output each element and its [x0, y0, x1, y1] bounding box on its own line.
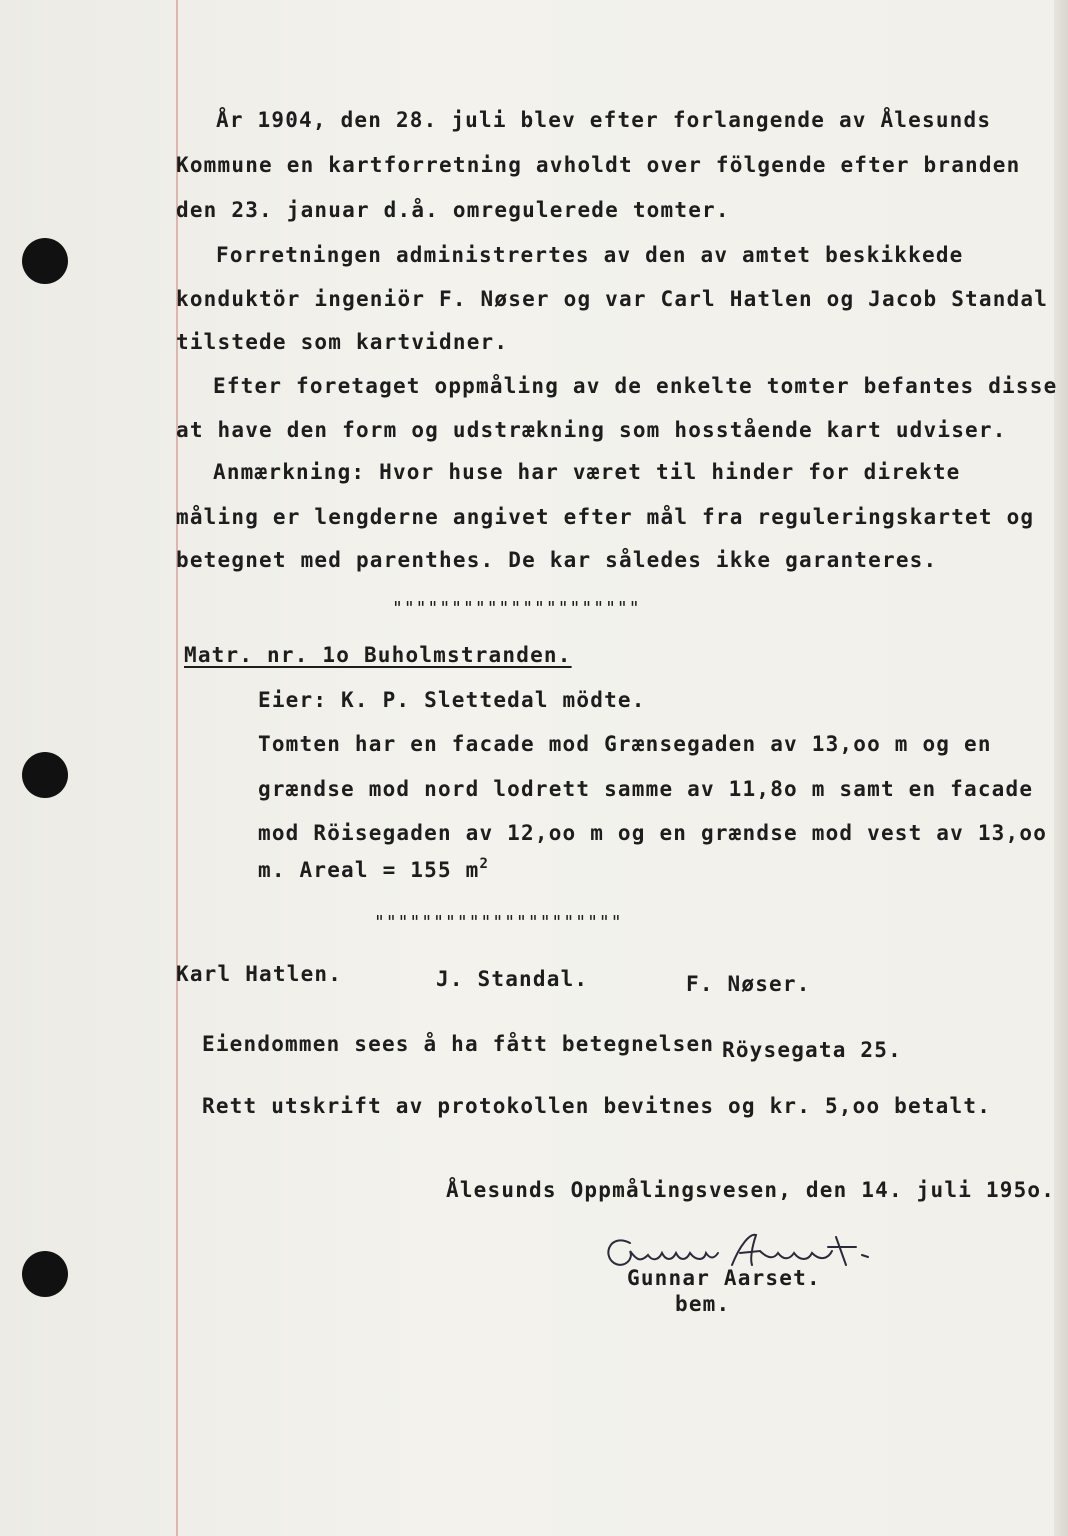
page-edge	[1054, 0, 1068, 1536]
punch-hole-bottom	[22, 1251, 68, 1297]
signatory-naeser: F. Nøser.	[686, 972, 811, 996]
separator-top: """""""""""""""""""""	[392, 598, 641, 619]
paragraph2-line3: tilstede som kartvidner.	[176, 330, 509, 354]
paragraph2-line1: Forretningen administrertes av den av amtet beskikkede	[216, 243, 964, 267]
place-date-line: Ålesunds Oppmålingsvesen, den 14. juli 195o.	[446, 1178, 1056, 1202]
paragraph3-line2: at have den form og udstrækning som hosstående kart udviser.	[176, 418, 1007, 442]
description-line2: grændse mod nord lodrett samme av 11,8o m samt en facade	[258, 777, 1034, 801]
owner-line: Eier: K. P. Slettedal mödte.	[258, 688, 646, 712]
paragraph1-line3: den 23. januar d.å. omregulerede tomter.	[176, 198, 730, 222]
separator-bottom: """""""""""""""""""""	[374, 912, 623, 933]
property-heading: Matr. nr. 1o Buholmstranden.	[184, 643, 572, 667]
area-text: m. Areal = 155 m	[258, 858, 480, 882]
paragraph1-line1: År 1904, den 28. juli blev efter forlangende av Ålesunds	[216, 108, 992, 132]
paragraph4-line1: Anmærkning: Hvor huse har været til hinder for direkte	[213, 460, 961, 484]
property-designation-text: Eiendommen sees å ha fått betegnelsen	[202, 1032, 715, 1056]
punch-hole-middle	[22, 752, 68, 798]
description-line3: mod Röisegaden av 12,oo m og en grændse mod vest av 13,oo	[258, 821, 1048, 845]
paragraph1-line2: Kommune en kartforretning avholdt over fölgende efter branden	[176, 153, 1021, 177]
certification-line: Rett utskrift av protokollen bevitnes og kr. 5,oo betalt.	[202, 1094, 992, 1118]
description-line1: Tomten har en facade mod Grænsegaden av 13,oo m og en	[258, 732, 992, 756]
area-line	[258, 856, 489, 882]
property-designation-name: Röysegata 25.	[722, 1038, 902, 1062]
margin-line	[176, 0, 178, 1536]
paragraph4-line2: måling er lengderne angivet efter mål fra reguleringskartet og	[176, 505, 1035, 529]
paragraph4-line3: betegnet med parenthes. De kar således ikke garanteres.	[176, 548, 938, 572]
signatory-hatlen: Karl Hatlen.	[176, 962, 343, 986]
punch-hole-top	[22, 238, 68, 284]
signatory-standal: J. Standal.	[436, 967, 589, 991]
signature-name: Gunnar Aarset.	[627, 1266, 821, 1290]
area-superscript: 2	[479, 856, 490, 872]
paragraph3-line1: Efter foretaget oppmåling av de enkelte tomter befantes disse	[213, 374, 1058, 398]
paragraph2-line2: konduktör ingeniör F. Nøser og var Carl Hatlen og Jacob Standal	[176, 287, 1049, 311]
signature-title: bem.	[675, 1292, 731, 1316]
